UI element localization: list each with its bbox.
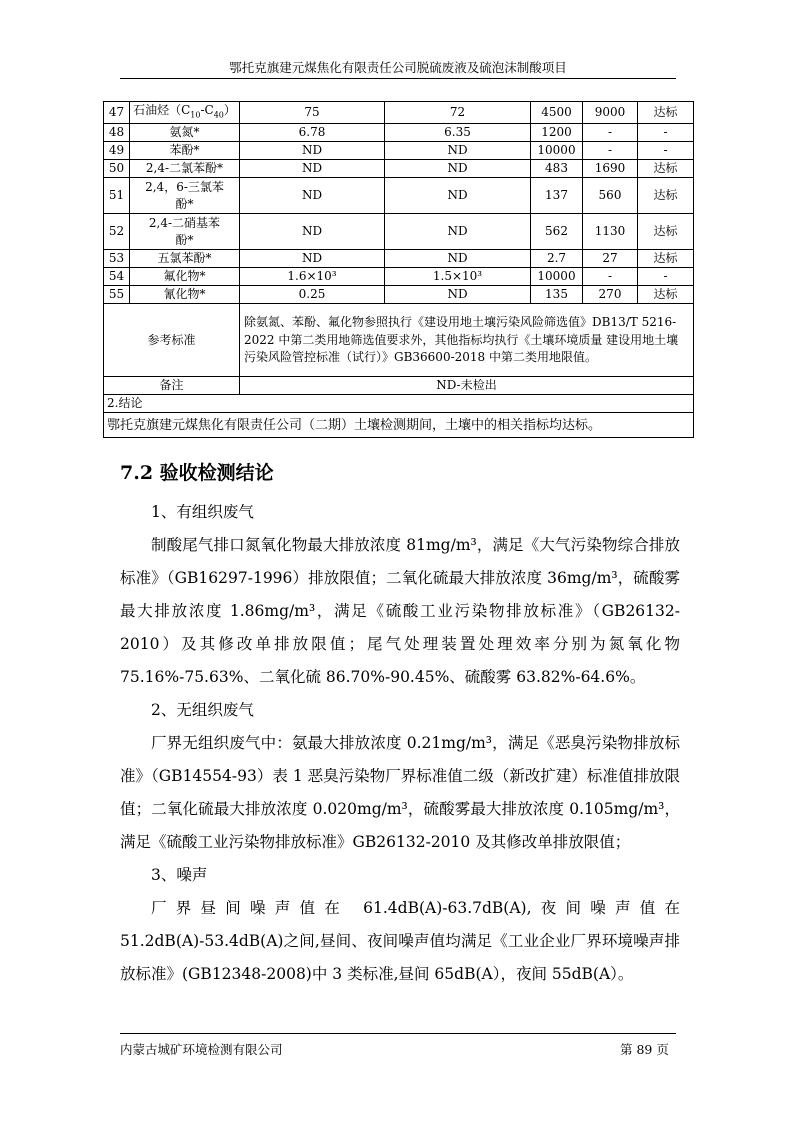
paragraph-noise: 厂界昼间噪声值在 61.4dB(A)-63.7dB(A),夜间噪声值在 51.2dB(A)-53.4dB(A)之间,昼间、夜间噪声值均满足《工业企业厂界环境噪声排放标准》(GB12348-2008)中 3 类标准,昼间 65dB(A），夜间 55dB(A）。 (120, 899, 680, 983)
section-title: 7.2 验收检测结论 (120, 462, 274, 484)
subheading-noise: 3、噪声 (151, 866, 208, 884)
subheading-organized-gas: 1、有组织废气 (151, 503, 254, 521)
table-row: 52 2,4-二硝基苯 酚* ND ND 562 1130 达标 (104, 214, 694, 250)
footer-company: 内蒙古城矿环境检测有限公司 (120, 1042, 283, 1057)
remark-label: 备注 (104, 377, 240, 395)
page-header: 鄂托克旗建元煤焦化有限责任公司脱硫废液及硫泡沫制酸项目 (229, 60, 567, 75)
conclusion-row (104, 413, 694, 438)
remark-text: ND-未检出 (240, 377, 694, 395)
table-row: 51 2,4，6-三氯苯 酚* ND ND 137 560 达标 (104, 178, 694, 214)
footer-divider (120, 1033, 676, 1034)
header-divider (120, 78, 676, 79)
paragraph-unorganized-gas: 厂界无组织废气中：氨最大排放浓度 0.21mg/m³，满足《恶臭污染物排放标准》（GB14554-93）表 1 恶臭污染物厂界标准值二级（新改扩建）标准值排放限值；二氧化硫最大排放浓度 0.020mg/m³，硫酸雾最大排放浓度 0.105mg/m³，满足《硫酸工业污染物排放标准》GB26132-2010 及其修改单排放限值； (120, 734, 680, 851)
soil-results-table (103, 101, 694, 438)
item-name: 2,4，6-三氯苯 酚* (130, 178, 240, 214)
conclusion-heading-row (104, 395, 694, 413)
remark-row (104, 377, 694, 395)
table-row: 53 五氯苯酚* ND ND 2.7 27 达标 (104, 250, 694, 268)
item-name: 2,4-二硝基苯 酚* (130, 214, 240, 250)
reference-text: 除氨氮、苯酚、氟化物参照执行《建设用地土壤污染风险筛选值》DB13/T 5216-2022 中第二类用地筛选值要求外，其他指标均执行《土壤环境质量 建设用地土壤污染风险管控标准（试行）》GB36600-2018 中第二类用地限值。 (240, 304, 694, 377)
conclusion-text: 鄂托克旗建元煤焦化有限责任公司（二期）土壤检测期间，土壤中的相关指标均达标。 (104, 413, 694, 438)
footer-page-number: 第 89 页 (620, 1042, 669, 1057)
table-row: 50 2,4-二氯苯酚* ND ND 483 1690 达标 (104, 160, 694, 178)
reference-label: 参考标准 (104, 304, 240, 377)
conclusion-heading: 2.结论 (104, 395, 694, 413)
table-row: 49 苯酚* ND ND 10000 - - (104, 142, 694, 160)
reference-row (104, 304, 694, 377)
table-row: 48 氨氮* 6.78 6.35 1200 - - (104, 124, 694, 142)
section-body (120, 496, 680, 991)
item-name: 石油烃$(C_{10}-C_{40})$ (130, 102, 240, 124)
paragraph-organized-gas: 制酸尾气排口氮氧化物最大排放浓度 81mg/m³，满足《大气污染物综合排放标准》（GB16297-1996）排放限值；二氧化硫最大排放浓度 36mg/m³，硫酸雾最大排放浓度 1.86mg/m³，满足《硫酸工业污染物排放标准》（GB26132-2010）及其修改单排放限值；尾气处理装置处理效率分别为氮氧化物 75.16%-75.63%、二氧化硫 86.70%-90.45%、硫酸雾 63.82%-64.6%。 (120, 536, 680, 686)
table-row: 55 氰化物* 0.25 ND 135 270 达标 (104, 286, 694, 304)
table-row: 47 石油烃$(C_{10}-C_{40})$ 75 72 4500 9000 达标 (104, 102, 694, 124)
subheading-unorganized-gas: 2、无组织废气 (151, 701, 254, 719)
table-row: 54 氟化物* 1.6×10³ 1.5×10³ 10000 - - (104, 268, 694, 286)
